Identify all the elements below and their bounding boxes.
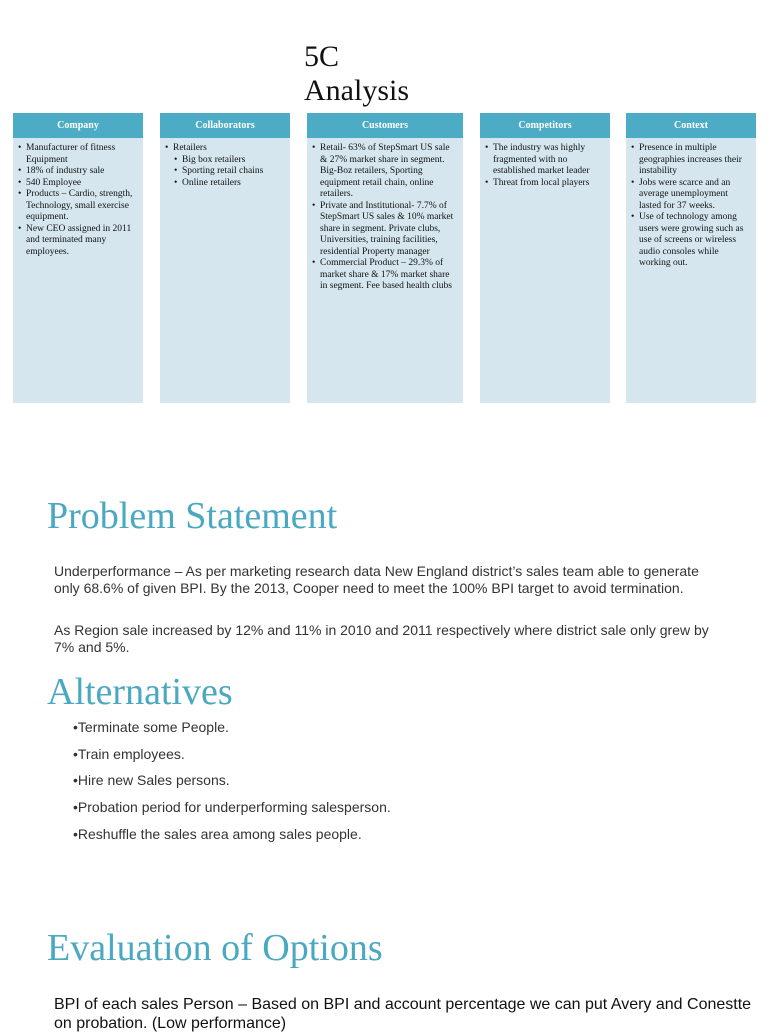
list-item: • 18% of industry sale <box>26 166 138 178</box>
column-header: Collaborators <box>160 113 290 138</box>
list-item: • Use of technology among users were growing such as use of screens or wireless audio consoles while working out. <box>639 212 751 270</box>
column-header: Company <box>13 113 143 138</box>
list-item: • New CEO assigned in 2011 and terminated many employees. <box>26 224 138 259</box>
alternative-item: •Terminate some People. <box>73 719 229 735</box>
list-item: • Manufacturer of fitness Equipment <box>26 143 138 166</box>
column-list <box>13 143 143 258</box>
list-item: • Private and Institutional- 7.7% of StepSmart US sales & 10% market share in segment. Private clubs, Universities, training facilities, residential Property manager <box>320 201 458 259</box>
list-item: • Commercial Product – 29.3% of market share & 17% market share in segment. Fee based health clubs <box>320 258 458 293</box>
alternative-item: •Train employees. <box>73 746 185 762</box>
list-item: • Retail- 63% of StepSmart US sale & 27% market share in segment. Big-Boz retailers, Sporting equipment retail chain, online retailers. <box>320 143 458 201</box>
list-item: • Threat from local players <box>493 178 605 190</box>
evaluation-heading: Evaluation of Options <box>47 927 383 969</box>
alternative-item: •Hire new Sales persons. <box>73 772 230 788</box>
column-header: Customers <box>307 113 463 138</box>
list-item: • Products – Cardio, strength, Technology, small exercise equipment. <box>26 189 138 224</box>
column-list <box>307 143 463 293</box>
column-header: Competitors <box>480 113 610 138</box>
column-context <box>626 113 756 403</box>
evaluation-paragraph: BPI of each sales Person – Based on BPI and account percentage we can put Avery and Conestte on probation. (Low performance) <box>54 996 752 1032</box>
alternative-item: •Probation period for underperforming salesperson. <box>73 799 391 815</box>
list-subitem: • Online retailers <box>182 178 285 190</box>
column-list <box>626 143 756 270</box>
list-item: • 540 Employee <box>26 178 138 190</box>
list-item: • Presence in multiple geographies increases their instability <box>639 143 751 178</box>
column-header: Context <box>626 113 756 138</box>
problem-heading: Problem Statement <box>47 495 338 537</box>
slide-title <box>304 40 464 108</box>
list-item: • Jobs were scarce and an average unemployment lasted for 37 weeks. <box>639 178 751 213</box>
alternative-item: •Reshuffle the sales area among sales people. <box>73 826 362 842</box>
title-line-2: Analysis <box>304 74 409 107</box>
column-list <box>160 143 290 189</box>
list-subitem: • Big box retailers <box>182 155 285 167</box>
list-item: • The industry was highly fragmented with no established market leader <box>493 143 605 178</box>
problem-paragraph-1: Underperformance – As per marketing research data New England district’s sales team able to generate only 68.6% of given BPI. By the 2013, Cooper need to meet the 100% BPI target to avoid termination. <box>54 563 699 596</box>
column-collaborators <box>160 113 290 403</box>
column-company <box>13 113 143 403</box>
column-competitors <box>480 113 610 403</box>
column-list <box>480 143 610 189</box>
column-customers <box>307 113 463 403</box>
title-line-1: 5C <box>304 40 340 73</box>
list-item: • Retailers <box>173 143 285 155</box>
list-subitem: • Sporting retail chains <box>182 166 285 178</box>
problem-paragraph-2: As Region sale increased by 12% and 11% in 2010 and 2011 respectively where district sale only grew by 7% and 5%. <box>54 622 709 655</box>
alternatives-heading: Alternatives <box>47 671 233 713</box>
